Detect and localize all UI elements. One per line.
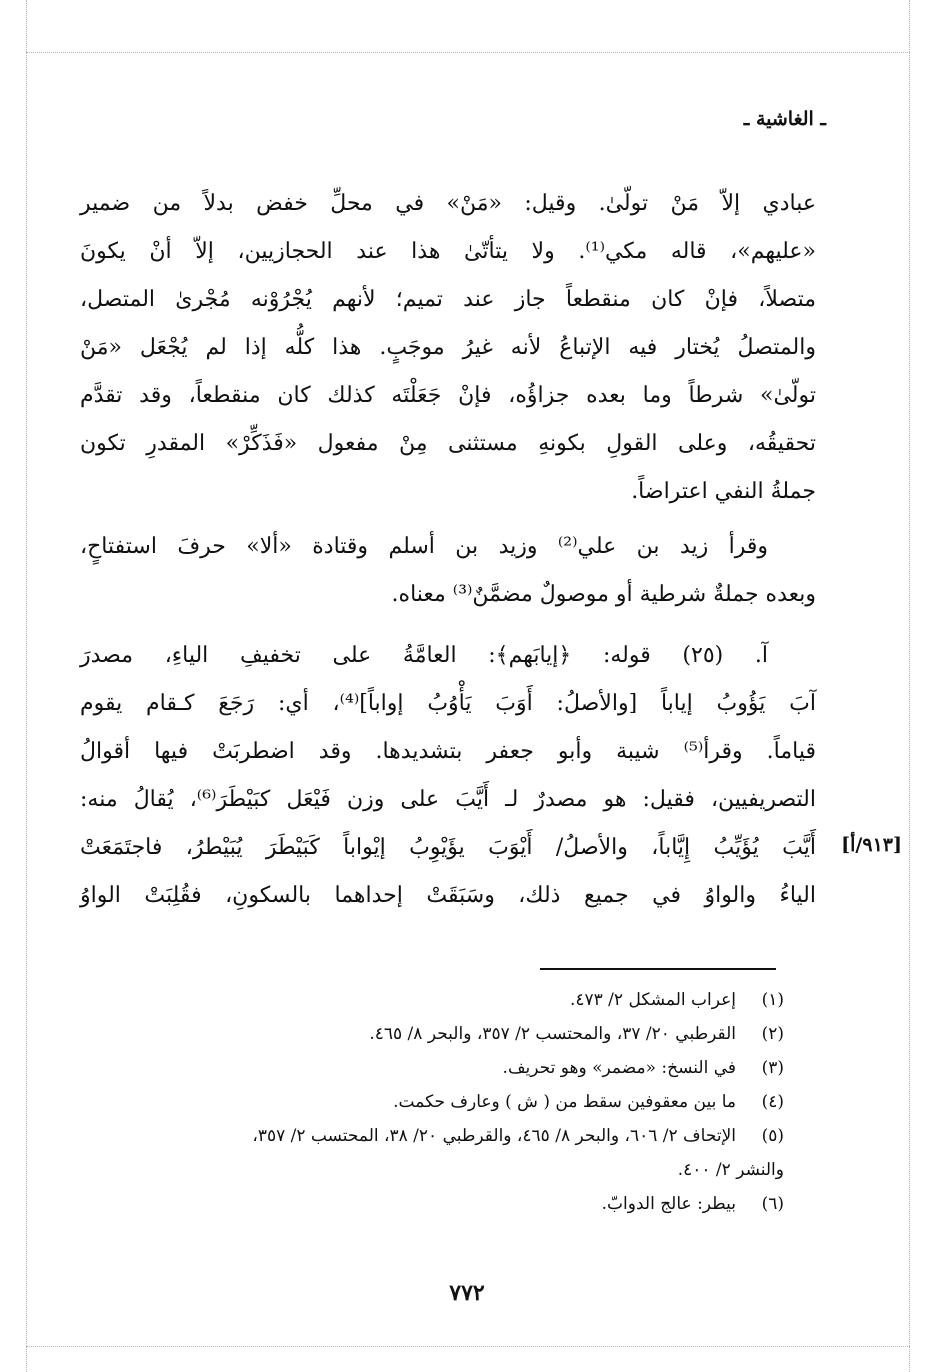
manuscript-folio-ref: [٩١٣/أ]	[841, 834, 902, 856]
paragraph-2	[80, 523, 816, 619]
text-line: تولّىٰ» شرطاً وما بعده جزاؤُه، فإنْ جَعَلْتَه كذلك كان منقطعاً، وقد تقدَّم	[80, 383, 816, 408]
text-line: آ. (٢٥) قوله: ﴿إيابَهم﴾: العامَّةُ على تخفيفِ الياءِ، مصدرَ	[80, 643, 768, 668]
footnote-number: (٢)	[761, 1024, 784, 1044]
footnote-number: (٦)	[761, 1194, 784, 1214]
text-line: «عليهم»، قاله مكي⁽¹⁾. ولا يتأتّىٰ هذا عند الحجازيين، إلاّ أنْ يكونَ	[80, 239, 817, 264]
footnote-number: (١)	[761, 990, 784, 1010]
paragraph-3	[80, 632, 816, 920]
text-line: والمتصلُ يُختار فيه الإتباعُ لأنه غيرُ موجَبٍ. هذا كلُّه إذا لم يُجْعَل «مَنْ	[80, 335, 816, 360]
text-line: قياماً. وقرأ⁽⁵⁾ شيبة وأبو جعفر بتشديدها. وقد اضطربَتْ فيها أقوالُ	[80, 739, 816, 764]
text-line: التصريفيين، فقيل: هو مصدرٌ لـ أَيَّبَ على وزن فَيْعَل كبَيْطَرَ⁽⁶⁾، يُقالُ منه:	[80, 787, 816, 812]
page-frame-left	[26, 0, 27, 1372]
text-line: الياءُ والواوُ في جميع ذلك، وسَبَقَتْ إحداهما بالسكونِ، فقُلِبَتْ الواوُ	[80, 883, 816, 908]
footnote-number: (٤)	[761, 1092, 784, 1112]
footnote-continuation: والنشر ٢/ ٤٠٠.	[677, 1160, 784, 1180]
footnote-text: بيطر: عالج الدوابّ.	[601, 1194, 736, 1214]
running-header: ـ الغاشية ـ	[743, 108, 826, 130]
footnote-number: (٣)	[761, 1058, 784, 1078]
text-line: وبعده جملةٌ شرطية أو موصولٌ مضمَّنٌ⁽³⁾ معناه.	[391, 582, 816, 607]
page-frame-bottom	[26, 1346, 910, 1347]
text-line: جملةُ النفي اعتراضاً.	[631, 479, 816, 504]
footnote	[124, 983, 784, 1017]
text-line: أَيَّبَ يُؤَيِّبُ إِيَّاباً، والأصلُ/ أَيْوَبَ يؤَيْوِبُ إيْواباً كَبَيْطَرَ يُبَيْطرُ، فاجتَمَعَتْ	[80, 835, 816, 860]
text-line: تحقيقُه، وعلى القولِ بكونهِ مستثنى مِنْ مفعول «فَذَكِّرْ» المقدرِ تكون	[80, 431, 816, 456]
footnote-text: إعراب المشكل ٢/ ٤٧٣.	[569, 990, 736, 1010]
footnotes	[124, 983, 784, 1221]
footnote-text: ما بين معقوفين سقط من ( ش ) وعارف حكمت.	[393, 1092, 736, 1112]
footnote	[124, 1051, 784, 1085]
footnote-text: الإتحاف ٢/ ٦٠٦، والبحر ٨/ ٤٦٥، والقرطبي ٢٠/ ٣٨، المحتسب ٢/ ٣٥٧،	[252, 1126, 736, 1146]
page-frame-right	[909, 0, 910, 1372]
text-line: عبادي إلاّ مَنْ تولّىٰ. وقيل: «مَنْ» في محلِّ خفض بدلاً من ضمير	[80, 191, 816, 216]
footnote-separator	[540, 968, 776, 970]
page-frame-top	[26, 52, 910, 53]
footnote-number: (٥)	[761, 1126, 784, 1146]
footnote	[124, 1187, 784, 1221]
footnote-text: القرطبي ٢٠/ ٣٧، والمحتسب ٢/ ٣٥٧، والبحر ٨/ ٤٦٥.	[369, 1024, 736, 1044]
footnote	[124, 1119, 784, 1153]
footnote	[124, 1017, 784, 1051]
footnote-text: في النسخ: «مضمر» وهو تحريف.	[502, 1058, 736, 1078]
page-number: ٧٧٢	[449, 1280, 485, 1306]
footnote	[124, 1085, 784, 1119]
text-line: آبَ يَؤُوبُ إياباً [والأصلُ: أَوَبَ يَأْوُبُ إواباً]⁽⁴⁾، أي: رَجَعَ كـقام يقوم	[80, 691, 817, 716]
text-line: وقرأ زيد بن علي⁽²⁾ وزيد بن أسلم وقتادة «ألا» حرفَ استفتاحٍ،	[80, 534, 768, 559]
paragraph-1	[80, 180, 816, 516]
text-line: متصلاً، فإنْ كان منقطعاً جاز عند تميم؛ لأنهم يُجْرُوْنه مُجْرىٰ المتصل،	[80, 287, 817, 312]
